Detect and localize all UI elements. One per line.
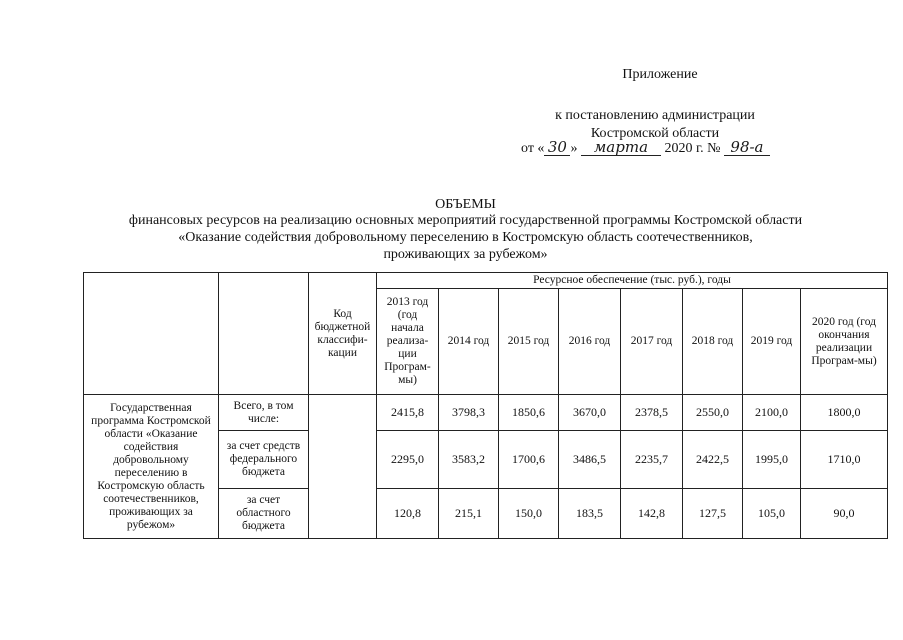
financing-table [83, 272, 888, 539]
table-cell: 1800,0 [801, 395, 888, 431]
table-cell: 3583,2 [439, 431, 499, 489]
row-label-total: Всего, в том числе: [219, 395, 309, 431]
header-year-2017: 2017 год [621, 289, 683, 395]
table-cell: 120,8 [377, 489, 439, 539]
header-empty-1 [84, 273, 219, 395]
header-resource-group: Ресурсное обеспечение (тыс. руб.), годы [377, 273, 888, 289]
appendix-label: Приложение [622, 67, 698, 82]
decree-date-line [521, 139, 801, 159]
title-line-1: ОБЪЕМЫ [435, 197, 496, 212]
table-cell: 150,0 [499, 489, 559, 539]
title-line-3: «Оказание содействия добровольному переселению в Костромскую область соотечественников, [178, 230, 753, 245]
title-line-2: финансовых ресурсов на реализацию основных мероприятий государственной программы Костромской области [128, 213, 803, 228]
header-year-2018: 2018 год [683, 289, 743, 395]
table-cell: 215,1 [439, 489, 499, 539]
table-cell: 2550,0 [683, 395, 743, 431]
table-cell: 127,5 [683, 489, 743, 539]
table-cell: 2235,7 [621, 431, 683, 489]
table-cell: 105,0 [743, 489, 801, 539]
decree-line-2: Костромской области [590, 126, 720, 141]
handwritten-day: 30 [544, 139, 570, 156]
table-cell: 3486,5 [559, 431, 621, 489]
header-year-2013: 2013 год (год начала реализа-ции Програм-мы) [377, 289, 439, 395]
date-prefix: от « [521, 141, 545, 156]
header-year-2020: 2020 год (год окончания реализации Програм-мы) [801, 289, 888, 395]
header-year-2019: 2019 год [743, 289, 801, 395]
table-cell: 2295,0 [377, 431, 439, 489]
handwritten-number: 98-а [724, 139, 770, 156]
date-mid: » [570, 141, 578, 156]
header-empty-2 [219, 273, 309, 395]
header-year-2015: 2015 год [499, 289, 559, 395]
code-cell [309, 395, 377, 539]
table-cell: 1995,0 [743, 431, 801, 489]
handwritten-month: марта [581, 139, 661, 156]
table-cell: 142,8 [621, 489, 683, 539]
table-cell: 3670,0 [559, 395, 621, 431]
table-cell: 1710,0 [801, 431, 888, 489]
table-cell: 1850,6 [499, 395, 559, 431]
table-cell: 2378,5 [621, 395, 683, 431]
row-label-federal: за счет средств федерального бюджета [219, 431, 309, 489]
table-cell: 3798,3 [439, 395, 499, 431]
decree-line-1: к постановлению администрации [555, 108, 755, 123]
table-cell: 90,0 [801, 489, 888, 539]
table-cell: 2422,5 [683, 431, 743, 489]
program-name: Государственная программа Костромской области «Оказание содействия добровольному переселению в Костромскую область соотечественников, проживающих за рубежом» [84, 395, 219, 539]
table-cell: 183,5 [559, 489, 621, 539]
table-cell: 2100,0 [743, 395, 801, 431]
table-cell: 2415,8 [377, 395, 439, 431]
table-cell: 1700,6 [499, 431, 559, 489]
date-year: 2020 г. № [664, 141, 721, 156]
row-label-regional: за счет областного бюджета [219, 489, 309, 539]
header-code: Код бюджетной классифи-кации [309, 273, 377, 395]
header-year-2014: 2014 год [439, 289, 499, 395]
title-line-4: проживающих за рубежом» [383, 247, 548, 262]
header-year-2016: 2016 год [559, 289, 621, 395]
